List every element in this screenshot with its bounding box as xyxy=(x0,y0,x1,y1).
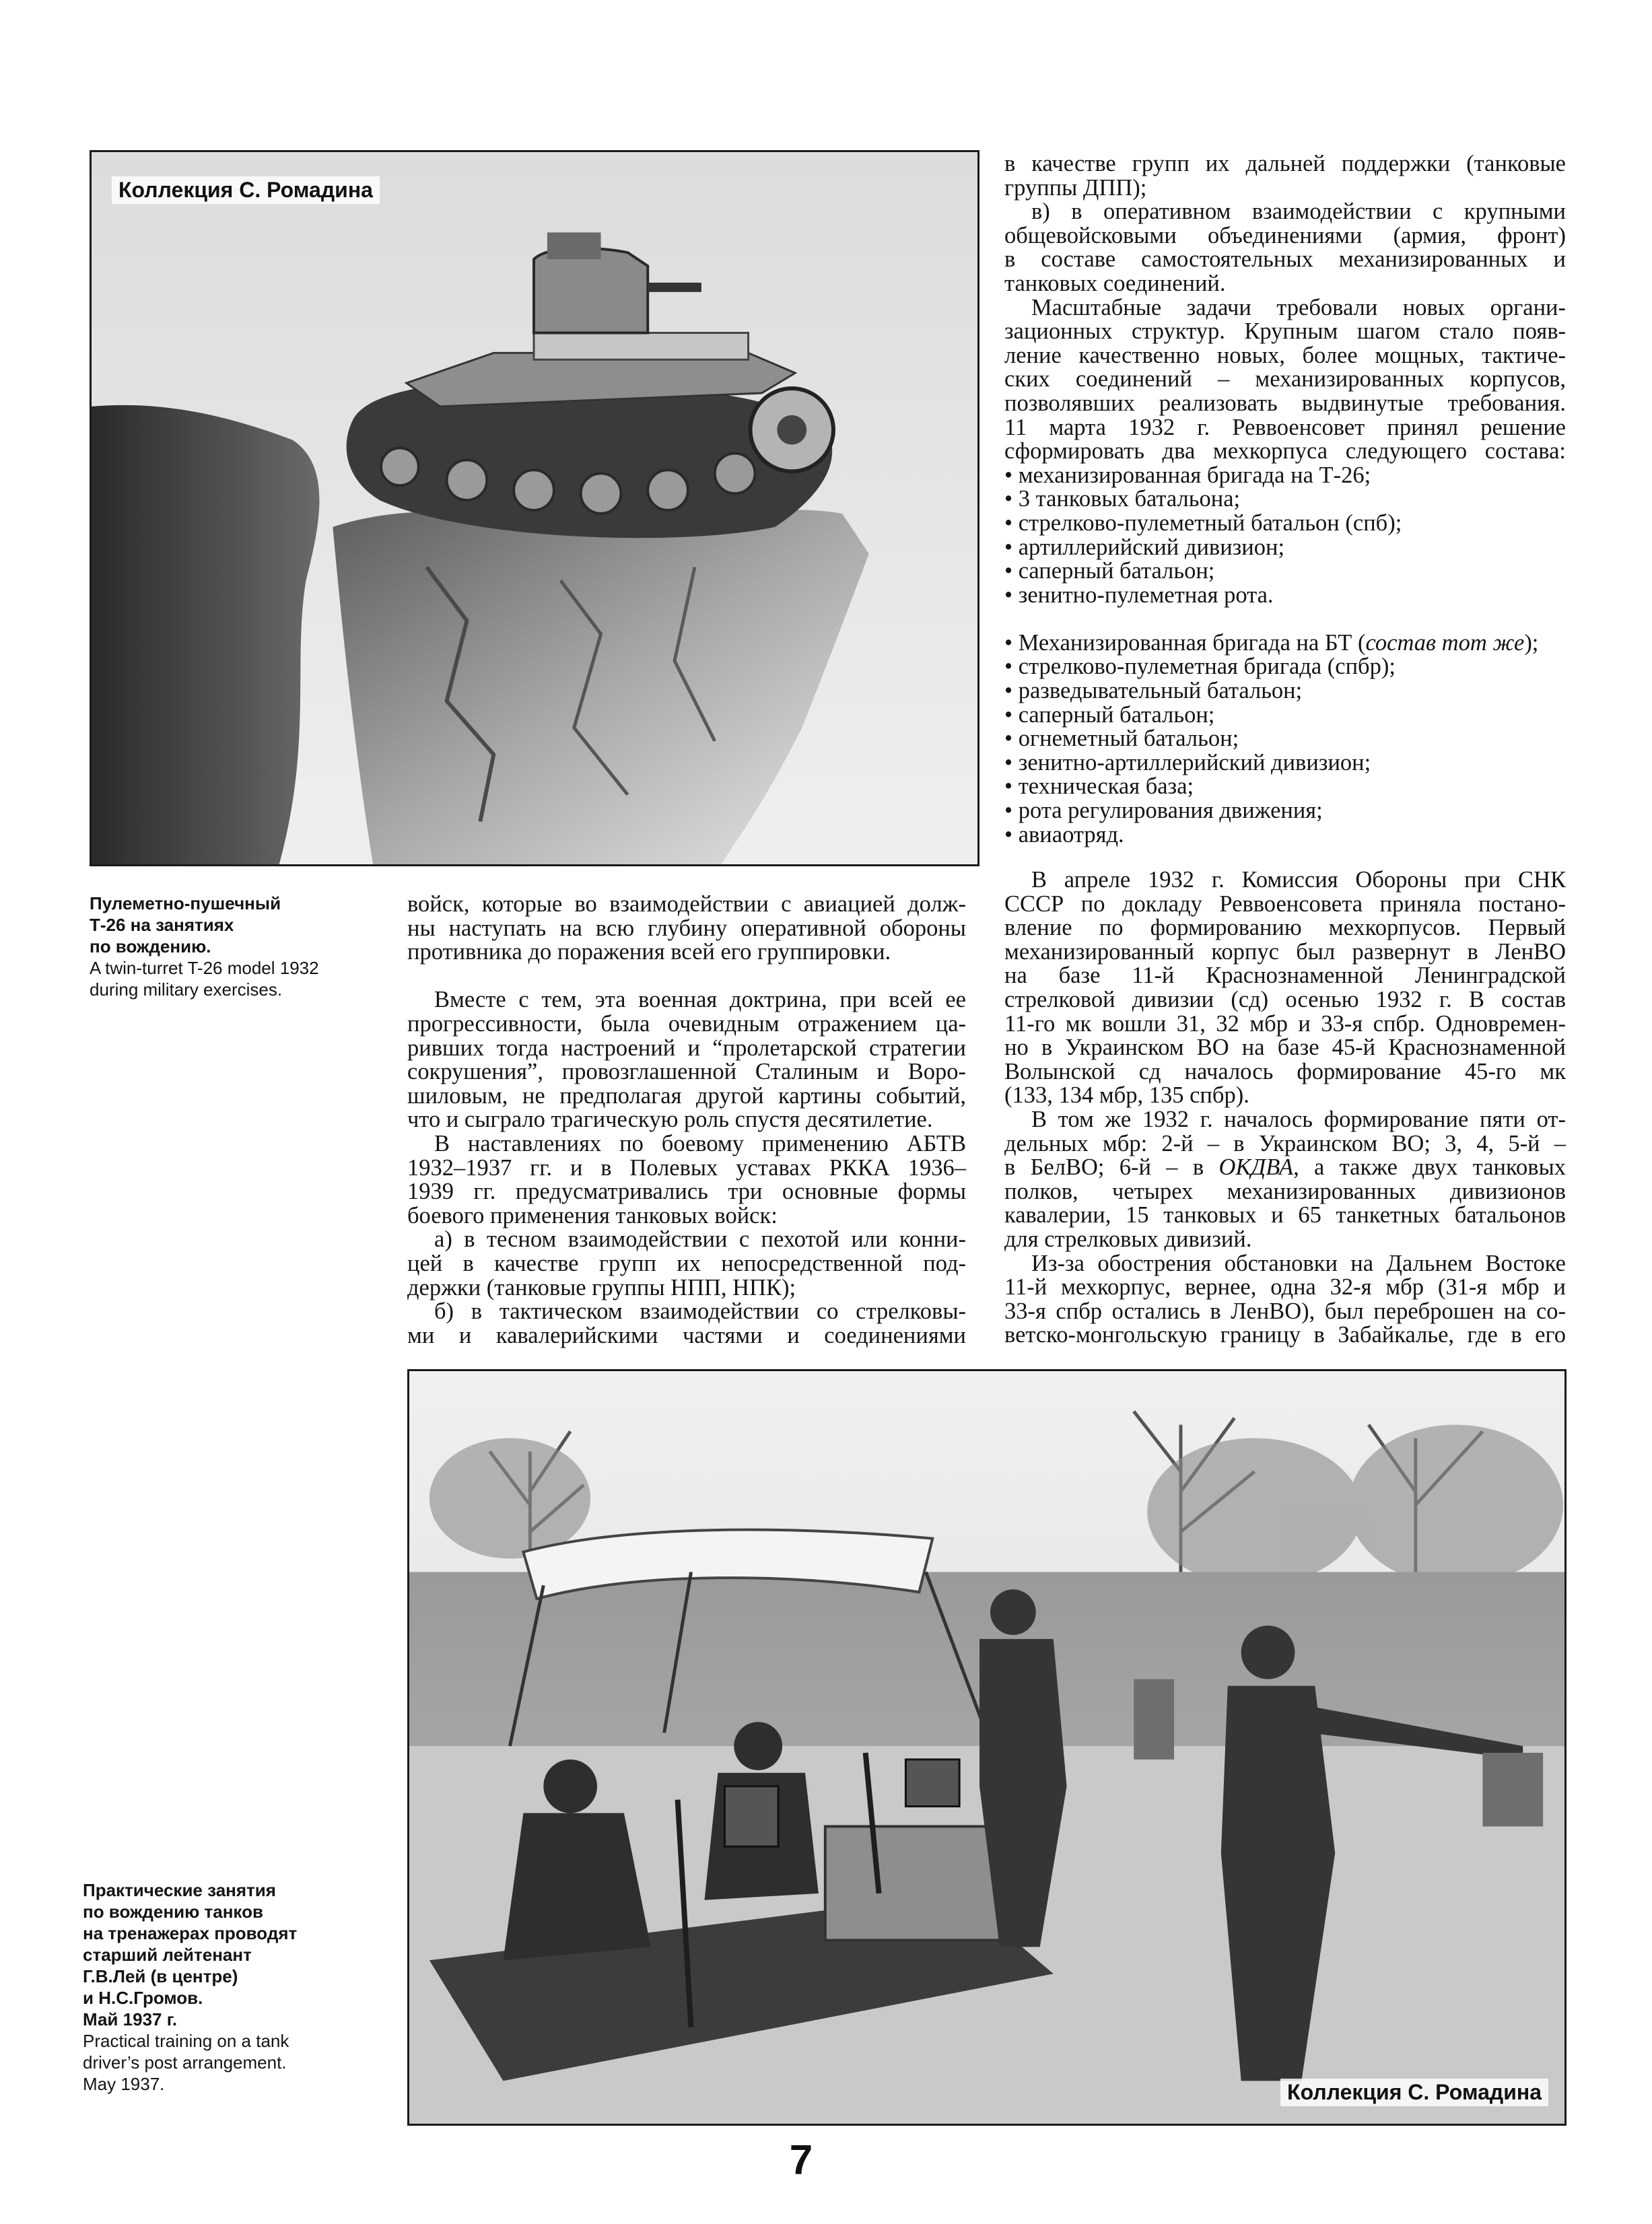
italic-text: состав тот же xyxy=(1365,629,1525,656)
list-item: • рота регулирования движения; xyxy=(1004,798,1323,824)
text-line: танковых соединений. xyxy=(1004,270,1226,296)
text-line: боевого применения танковых войск: xyxy=(407,1202,778,1228)
list-item xyxy=(1004,631,1566,656)
list-item: • стрелково-пулеметный батальон (спб); xyxy=(1004,510,1402,536)
caption-ru-line: Пулеметно-пушечный xyxy=(90,893,281,913)
text-line: вление по формированию мехкорпусов. Первый xyxy=(1004,915,1566,941)
list-item: • огнеметный батальон; xyxy=(1004,726,1239,752)
blank-line xyxy=(407,965,966,989)
text-line: прогрессивности, была очевидным отражением ца- xyxy=(407,1010,966,1037)
text-line xyxy=(1004,1156,1566,1180)
tank-turret xyxy=(534,248,648,333)
caption-ru-line: на тренажерах проводят xyxy=(83,1923,298,1943)
text-line: стрелковой дивизии (сд) осенью 1932 г. В состав xyxy=(1004,986,1566,1012)
text-line: войск, которые во взаимодействии с авиацией долж- xyxy=(407,891,966,917)
text-line: в составе самостоятельных механизированных и xyxy=(1004,246,1566,273)
text-line: ми и кавалерийскими частями и соединениями xyxy=(407,1322,966,1348)
text-line: 1939 гг. предусматривались три основные формы xyxy=(407,1179,966,1205)
caption-ru-line: Май 1937 г. xyxy=(83,2009,178,2029)
caption-en-line: Practical training on a tank xyxy=(83,2031,289,2051)
text-line: что и сыграло трагическую роль спустя десятилетие. xyxy=(407,1107,933,1133)
text-line: ривших тогда настроений и “пролетарской стратегии xyxy=(407,1035,966,1061)
text-line: на базе 11-й Краснознаменной Ленинградской xyxy=(1004,963,1566,989)
photo-t26-tank xyxy=(90,150,979,866)
text-line: держки (танковые группы НПП, НПК); xyxy=(407,1274,796,1300)
list-item: • авиаотряд. xyxy=(1004,821,1124,847)
photo1-caption xyxy=(90,893,379,1000)
caption-ru-line: по вождению танков xyxy=(83,1902,263,1922)
text-line: зационных структур. Крупным шагом стало появ- xyxy=(1004,318,1566,345)
text-column-middle xyxy=(407,893,966,1348)
caption-ru-line: и Н.С.Громов. xyxy=(83,1988,203,2008)
text-line: Вместе с тем, эта военная доктрина, при всей ее xyxy=(434,987,966,1013)
photo2-credit: Коллекция С. Ромадина xyxy=(1280,2079,1548,2106)
list-item-text: ); xyxy=(1524,629,1539,656)
text-line: Масштабные задачи требовали новых органи- xyxy=(1031,294,1566,320)
caption-en-line: A twin-turret T-26 model 1932 xyxy=(90,958,319,978)
list-item: • артиллерийский дивизион; xyxy=(1004,534,1285,560)
caption-en-line: driver’s post arrangement. xyxy=(83,2052,287,2073)
list-item: • зенитно-пулеметная рота. xyxy=(1004,582,1274,608)
caption-ru-line: Г.В.Лей (в центре) xyxy=(83,1966,238,1986)
text-line: СССР по докладу Реввоенсовета приняла постано- xyxy=(1004,891,1566,917)
text-line: общевойсковыми объединениями (армия, фронт) xyxy=(1004,222,1566,248)
photo1-credit: Коллекция С. Ромадина xyxy=(112,176,380,204)
text-fragment: в БелВО; 6-й – в xyxy=(1004,1154,1219,1181)
text-line: полков, четырех механизированных дивизионов xyxy=(1004,1178,1566,1204)
text-line: в качестве групп их дальней поддержки (танковые xyxy=(1004,151,1566,176)
text-line: Волынской сд началось формирование 45-го мк xyxy=(1004,1058,1566,1084)
text-line: цей в качестве групп их непосредственной под- xyxy=(407,1250,966,1276)
text-line: кавалерии, 15 танковых и 65 танкетных батальонов xyxy=(1004,1202,1566,1228)
photo-tank-training xyxy=(407,1369,1567,2126)
list-item: • саперный батальон; xyxy=(1004,701,1215,728)
blank-line xyxy=(1004,607,1566,631)
t26-tank-illustration xyxy=(92,152,977,864)
text-line: ских соединений – механизированных корпусов, xyxy=(1004,366,1566,392)
text-column-right-top xyxy=(1004,152,1566,847)
text-line: сформировать два мехкорпуса следующего состава: xyxy=(1004,438,1566,464)
caption-en-line: during military exercises. xyxy=(90,979,283,1000)
text-line: 11-й мехкорпус, вернее, одна 32-я мбр (31-я мбр и xyxy=(1004,1274,1566,1300)
text-line: ны наступать на всю глубину оперативной обороны xyxy=(407,915,966,941)
caption-ru-line: по вождению. xyxy=(90,936,211,957)
text-line: позволявших реализовать выдвинутые требования. xyxy=(1004,390,1566,416)
text-line: ветско-монгольскую границу в Забайкалье, где в его xyxy=(1004,1322,1566,1348)
text-line: 11 марта 1932 г. Реввоенсовет принял решение xyxy=(1004,414,1566,440)
text-fragment: , а также двух танковых xyxy=(1293,1154,1566,1181)
text-line: Из-за обострения обстановки на Дальнем Востоке xyxy=(1031,1250,1566,1276)
text-line: для стрелковых дивизий. xyxy=(1004,1226,1252,1252)
text-line: сокрушения”, провозглашенной Сталиным и Воро- xyxy=(407,1059,966,1085)
caption-ru-line: Т-26 на занятиях xyxy=(90,915,234,935)
text-line: дельных мбр: 2-й – в Украинском ВО; 3, 4, 5-й – xyxy=(1004,1130,1566,1156)
text-line: В апреле 1932 г. Комиссия Обороны при СНК xyxy=(1031,867,1566,893)
list-item-text: • Механизированная бригада на БТ ( xyxy=(1004,629,1366,656)
text-line: противника до поражения всей его группировки. xyxy=(407,939,891,965)
list-item: • стрелково-пулеметная бригада (спбр); xyxy=(1004,654,1396,680)
caption-ru-line: Практические занятия xyxy=(83,1880,276,1900)
caption-ru-line: старший лейтенант xyxy=(83,1945,252,1965)
list-item: • саперный батальон; xyxy=(1004,558,1215,584)
text-line: но в Украинском ВО на базе 45-й Краснознаменной xyxy=(1004,1035,1566,1061)
caption-en-line: May 1937. xyxy=(83,2074,165,2094)
text-line: В наставлениях по боевому применению АБТВ xyxy=(434,1130,966,1156)
page-number: 7 xyxy=(789,2137,813,2184)
text-line: 1932–1937 гг. и в Полевых уставах РККА 1936– xyxy=(407,1154,966,1181)
text-line: группы ДПП); xyxy=(1004,174,1147,201)
text-line: механизированный корпус был развернут в ЛенВО xyxy=(1004,938,1566,965)
text-line: б) в тактическом взаимодействии со стрелковы- xyxy=(434,1298,966,1325)
training-illustration xyxy=(409,1371,1564,2124)
list-item: • 3 танковых батальона; xyxy=(1004,486,1241,512)
text-line: 33-я спбр остались в ЛенВО), был переброшен на со- xyxy=(1004,1298,1566,1324)
list-item: • разведывательный батальон; xyxy=(1004,678,1303,704)
text-line: в) в оперативном взаимодействии с крупными xyxy=(1031,199,1566,225)
text-line: В том же 1932 г. началось формирование пяти от- xyxy=(1031,1106,1566,1132)
text-column-right-bottom xyxy=(1004,868,1566,1348)
list-item: • зенитно-артиллерийский дивизион; xyxy=(1004,749,1371,775)
italic-text: ОКДВА xyxy=(1218,1154,1294,1181)
text-line: шиловым, не предполагая другой картины событий, xyxy=(407,1082,966,1109)
list-item: • механизированная бригада на Т-26; xyxy=(1004,462,1371,488)
text-line: (133, 134 мбр, 135 спбр). xyxy=(1004,1082,1249,1109)
text-line: ление качественно новых, более мощных, тактиче- xyxy=(1004,342,1566,368)
list-item: • техническая база; xyxy=(1004,773,1194,800)
text-line: 11-го мк вошли 31, 32 мбр и 33-я спбр. Одновремен- xyxy=(1004,1010,1566,1037)
text-line: а) в тесном взаимодействии с пехотой или конни- xyxy=(434,1226,966,1253)
photo2-caption xyxy=(83,1879,392,2095)
